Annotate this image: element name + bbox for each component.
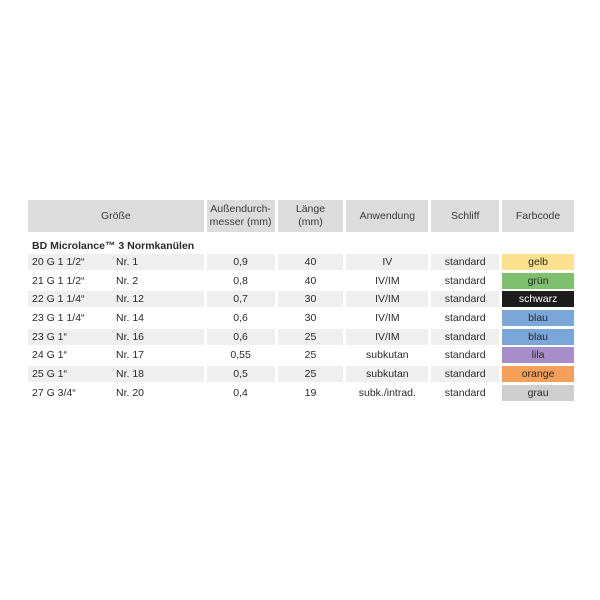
cell-nr: Nr. 14 [116,312,145,325]
cell-size [28,385,204,401]
color-swatch: lila [502,347,574,363]
cell-nr: Nr. 12 [116,293,145,306]
table-row [28,366,574,382]
color-swatch: gelb [502,254,574,270]
cell-size [28,254,204,270]
cell-size [28,291,204,307]
cell-application: subk./intrad. [358,386,416,399]
cell-grind: standard [431,291,499,307]
header-color-code-label: Farbcode [515,209,561,222]
header-application-label: Anwendung [359,209,416,222]
cell-gauge: 27 G 3/4“ [32,386,76,399]
header-size [28,200,204,232]
cell-length: 25 [278,329,344,345]
cell-application: IV/IM [375,312,400,325]
cell-length: 30 [278,291,344,307]
cell-diameter: 0,8 [233,274,248,287]
table-header [28,200,574,232]
cell-diameter: 0,7 [207,291,275,307]
cell-application: IV/IM [375,274,400,287]
cell-size [28,310,204,326]
color-swatch: schwarz [502,291,574,307]
cell-size [28,329,204,345]
cell-nr: Nr. 20 [116,386,145,399]
color-swatch: grün [502,273,574,289]
cell-diameter: 0,5 [207,366,275,382]
cell-gauge: 24 G 1“ [32,349,68,362]
cell-size [28,273,204,289]
cell-application: subkutan [346,366,428,382]
header-length-line1: Länge [295,203,326,215]
cell-gauge: 21 G 1 1/2“ [32,274,85,287]
cell-gauge: 22 G 1 1/4“ [32,293,85,306]
cell-application: IV [346,254,428,270]
cell-nr: Nr. 1 [116,256,139,268]
cell-grind: standard [431,254,499,270]
color-swatch: grau [502,385,574,401]
cell-diameter: 0,6 [233,312,248,325]
cell-grind: standard [444,312,486,325]
color-swatch: blau [502,310,574,326]
table-row [28,347,574,363]
cell-gauge: 20 G 1 1/2“ [32,256,85,268]
cell-nr: Nr. 2 [116,274,139,287]
cell-application: IV/IM [346,291,428,307]
cell-nr: Nr. 16 [116,330,145,343]
header-diameter [207,200,275,232]
table-row [28,329,574,345]
cell-grind: standard [431,329,499,345]
cell-diameter: 0,6 [207,329,275,345]
color-swatch: orange [502,366,574,382]
table-row [28,291,574,307]
header-grind-label: Schliff [450,209,480,222]
cell-gauge: 25 G 1“ [32,368,68,381]
cell-gauge: 23 G 1“ [32,330,68,343]
cell-gauge: 23 G 1 1/4“ [32,312,85,325]
cell-grind: standard [444,349,486,362]
cell-length: 40 [304,274,317,287]
header-diameter-line1: Außendurch- [210,203,271,215]
section-title: BD Microlance™ 3 Normkanülen [32,240,195,252]
cell-size [28,366,204,382]
cell-length: 25 [278,366,344,382]
header-color-code [502,200,574,232]
cell-grind: standard [444,386,486,399]
cell-application: IV/IM [346,329,428,345]
table-body [28,254,574,401]
cell-length: 30 [304,312,317,325]
cell-size [28,347,204,363]
needle-table [28,200,574,404]
cell-grind: standard [444,274,486,287]
cell-diameter: 0,9 [207,254,275,270]
table-row [28,273,574,289]
header-length [278,200,344,232]
cell-application: subkutan [366,349,409,362]
header-size-label: Größe [100,209,131,222]
color-swatch: blau [502,329,574,345]
cell-nr: Nr. 18 [116,368,145,381]
cell-length: 40 [278,254,344,270]
cell-length: 25 [304,349,317,362]
table-row [28,310,574,326]
header-application [346,200,428,232]
header-diameter-line2: messer (mm) [209,216,272,228]
table-row [28,385,574,401]
header-grind [431,200,499,232]
cell-diameter: 0,4 [233,386,248,399]
table-row [28,254,574,270]
cell-length: 19 [304,386,317,399]
header-length-line2: (mm) [298,216,323,228]
cell-nr: Nr. 17 [116,349,145,362]
cell-grind: standard [431,366,499,382]
cell-diameter: 0,55 [230,349,251,362]
